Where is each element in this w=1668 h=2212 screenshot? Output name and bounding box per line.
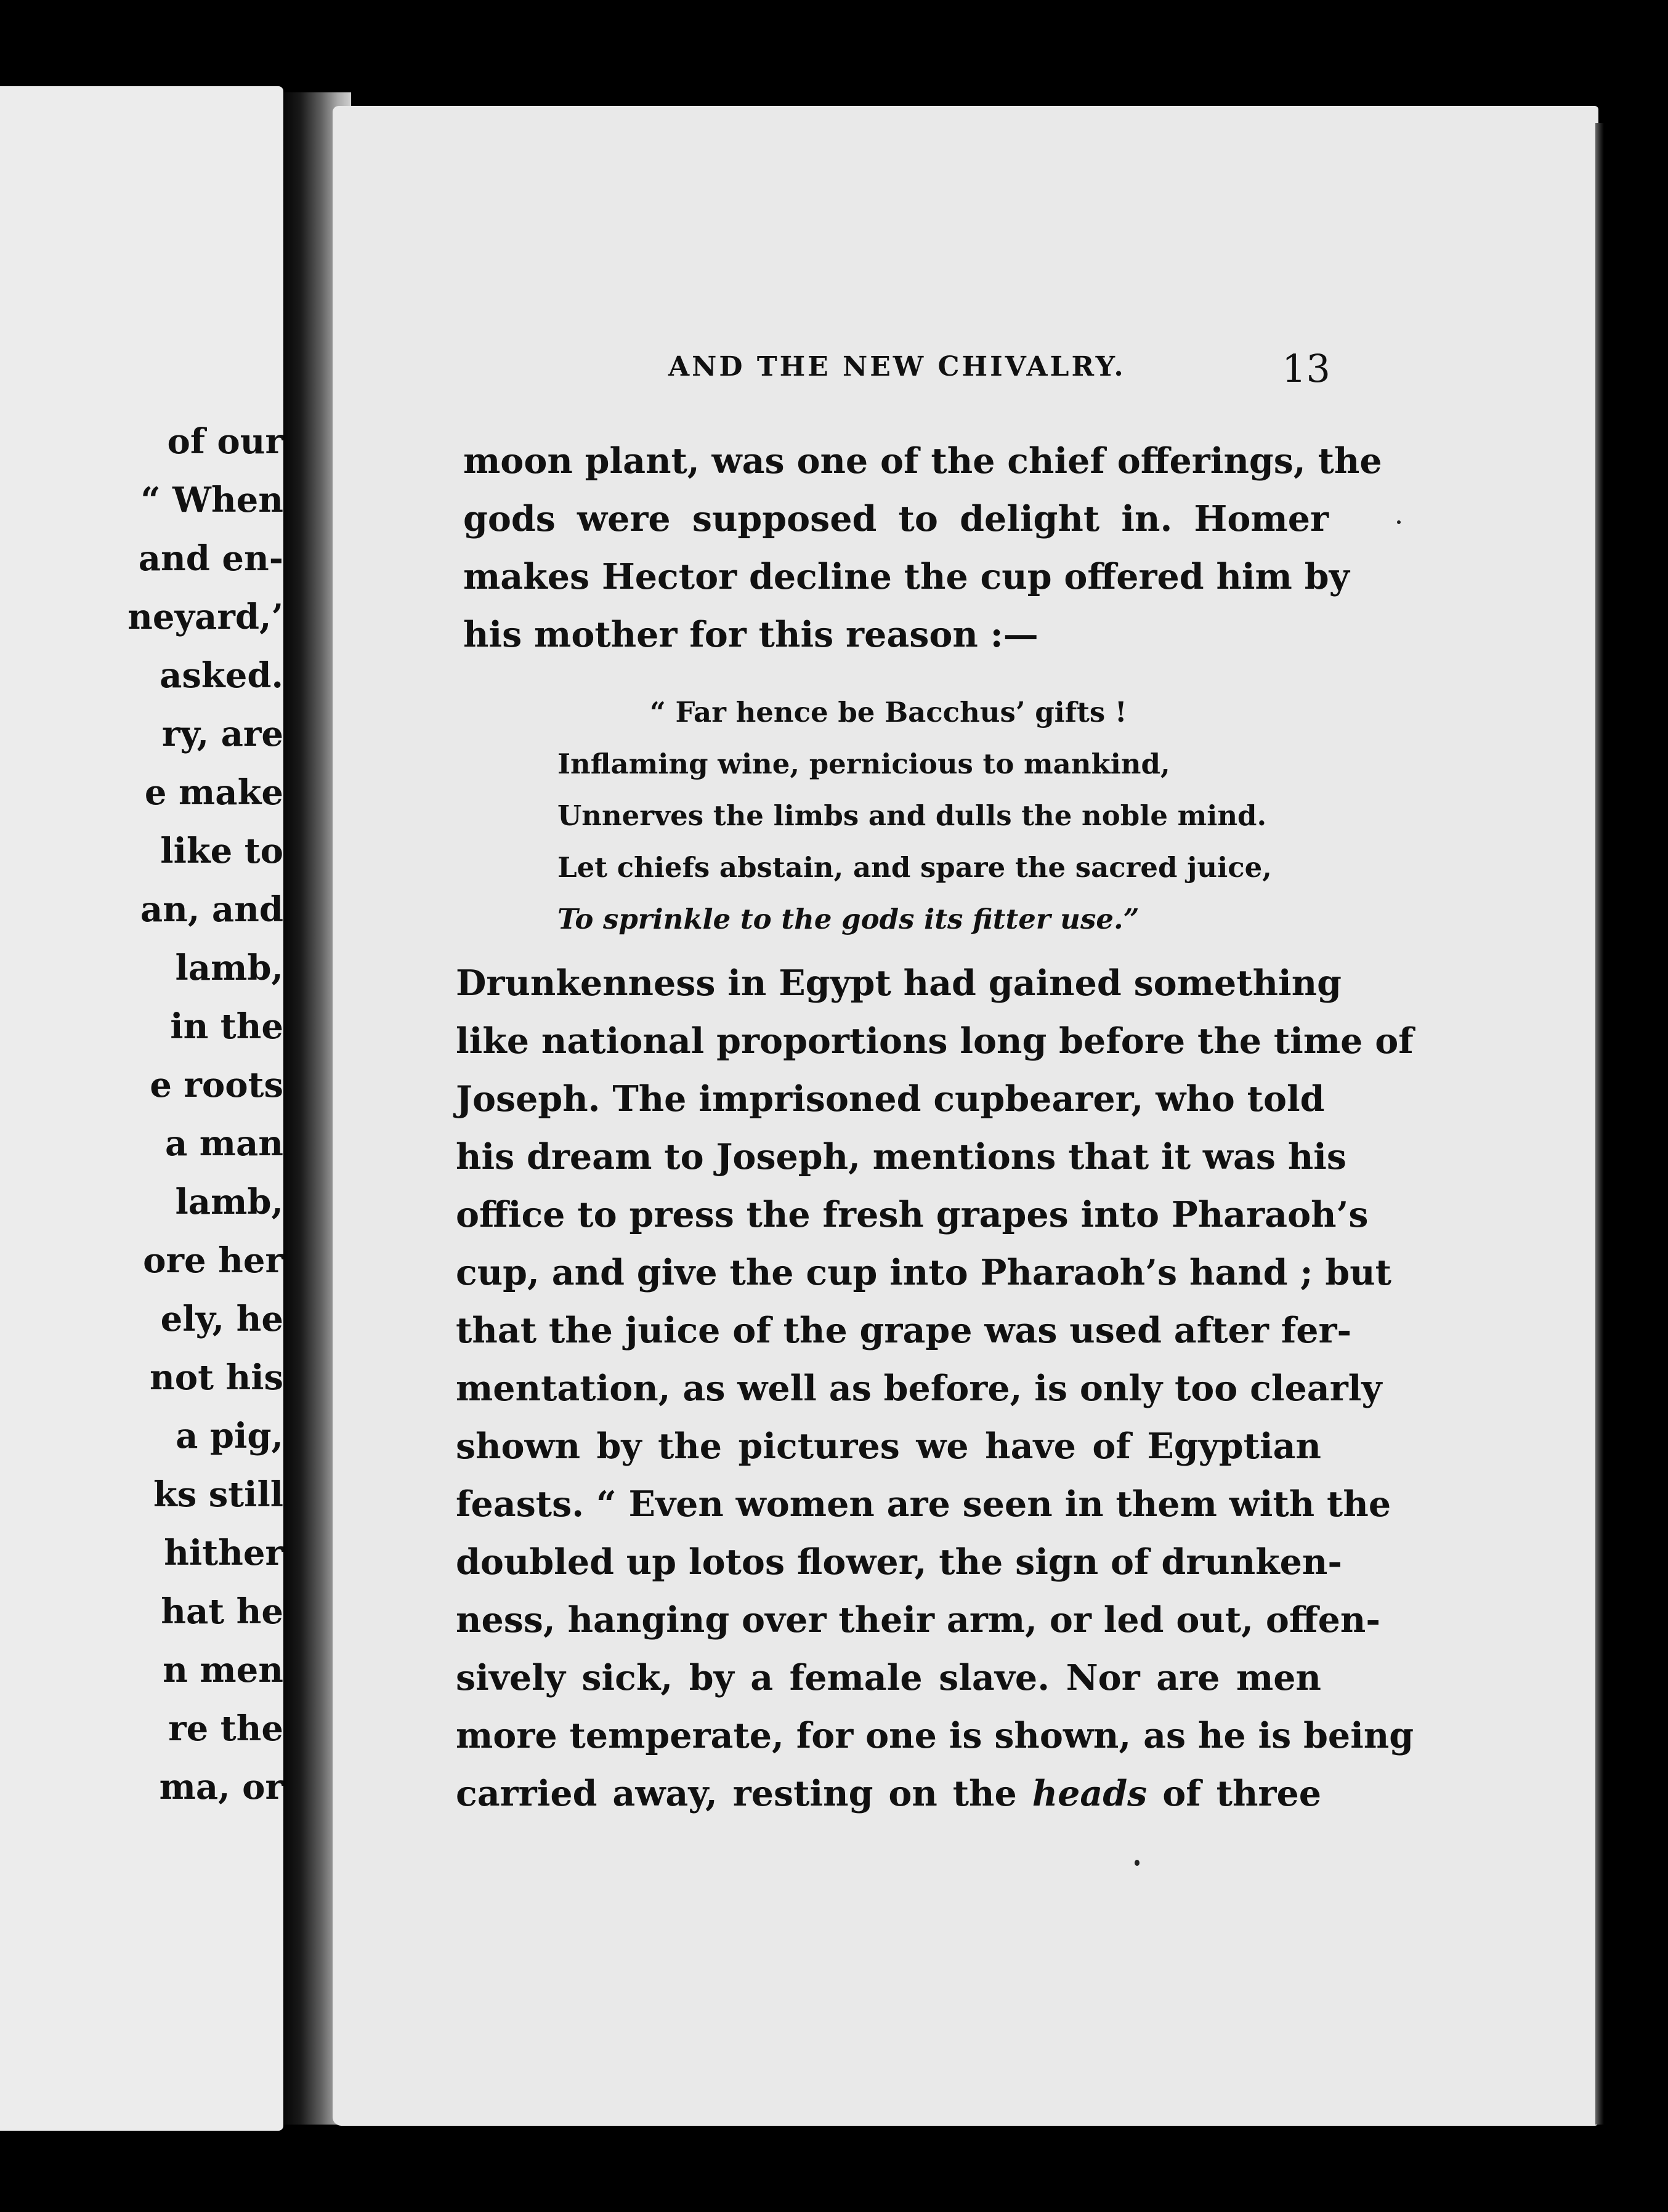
emphasized-word: heads	[1032, 1773, 1148, 1814]
left-line: re the	[168, 1708, 283, 1749]
page-edge	[1595, 123, 1604, 2125]
quote-line: Unnerves the limbs and dulls the noble mind.	[557, 799, 1267, 832]
left-line: e roots	[150, 1065, 283, 1105]
ink-speck	[1397, 520, 1401, 524]
left-line: lamb,	[175, 948, 283, 988]
left-line: like to	[160, 831, 283, 871]
left-page-text	[0, 413, 283, 1817]
quote-line: Inflaming wine, pernicious to mankind,	[557, 748, 1170, 780]
paragraph-2	[456, 955, 1414, 1823]
quote-line: “ Far hence be Bacchus’ gifts !	[650, 696, 1127, 729]
text-fragment: carried away, resting on the	[456, 1773, 1032, 1814]
text-line: mentation, as well as before, is only too clearly	[456, 1368, 1382, 1409]
text-line: like national proportions long before the time of	[456, 1020, 1414, 1062]
text-line: more temperate, for one is shown, as he is being	[456, 1715, 1414, 1756]
text-line: doubled up lotos flower, the sign of drunken-	[456, 1541, 1343, 1583]
page-number: 13	[1282, 346, 1330, 391]
left-line: and en-	[138, 538, 283, 579]
paragraph-1	[463, 432, 1382, 664]
left-line: e make	[144, 772, 283, 813]
text-line: office to press the fresh grapes into Pharaoh’s	[456, 1194, 1369, 1235]
text-line: gods were supposed to delight in. Homer	[463, 498, 1329, 539]
text-line: makes Hector decline the cup offered him by	[463, 556, 1350, 597]
left-line: lamb,	[175, 1182, 283, 1222]
text-line: cup, and give the cup into Pharaoh’s hand ; but	[456, 1252, 1391, 1293]
verse-quotation	[557, 687, 1272, 945]
left-line: a pig,	[176, 1416, 283, 1456]
running-header	[668, 346, 1330, 391]
text-line: his mother for this reason :—	[463, 614, 1038, 655]
left-line: “ When	[140, 480, 283, 520]
text-line: sively sick, by a female slave. Nor are men	[456, 1657, 1321, 1698]
left-line: asked.	[160, 655, 283, 696]
text-line: his dream to Joseph, mentions that it was his	[456, 1136, 1347, 1177]
running-title: AND THE NEW CHIVALRY.	[668, 351, 1126, 382]
text-line: ness, hanging over their arm, or led out, offen-	[456, 1599, 1381, 1641]
left-line: n men	[163, 1650, 283, 1690]
left-line: ma, or	[159, 1767, 283, 1807]
text-line: Drunkenness in Egypt had gained something	[456, 963, 1342, 1004]
text-line: that the juice of the grape was used after fer-	[456, 1310, 1352, 1351]
left-line: hat he	[161, 1591, 283, 1632]
text-line: shown by the pictures we have of Egyptian	[456, 1426, 1321, 1467]
text-line: Joseph. The imprisoned cupbearer, who told	[456, 1078, 1325, 1120]
text-line: moon plant, was one of the chief offerings, the	[463, 440, 1382, 482]
text-line: feasts. “ Even women are seen in them with the	[456, 1483, 1391, 1525]
left-line: ely, he	[160, 1299, 283, 1339]
left-line: neyard,’	[128, 597, 283, 637]
left-line: ks still	[153, 1474, 283, 1515]
left-line: ry, are	[161, 714, 283, 754]
left-line: a man	[164, 1123, 283, 1164]
left-page	[0, 86, 283, 2131]
text-line-last	[456, 1765, 1321, 1823]
left-line: ore her	[143, 1240, 283, 1281]
quote-line: To sprinkle to the gods its fitter use.”	[557, 903, 1140, 935]
left-line: an, and	[140, 889, 283, 930]
left-line: in the	[170, 1006, 283, 1047]
ink-speck	[1135, 1860, 1140, 1866]
left-line: not his	[150, 1357, 283, 1398]
left-line: hither	[164, 1533, 283, 1573]
quote-line: Let chiefs abstain, and spare the sacred juice,	[557, 851, 1272, 884]
left-line: of our	[167, 421, 283, 462]
text-fragment: of three	[1147, 1773, 1321, 1814]
